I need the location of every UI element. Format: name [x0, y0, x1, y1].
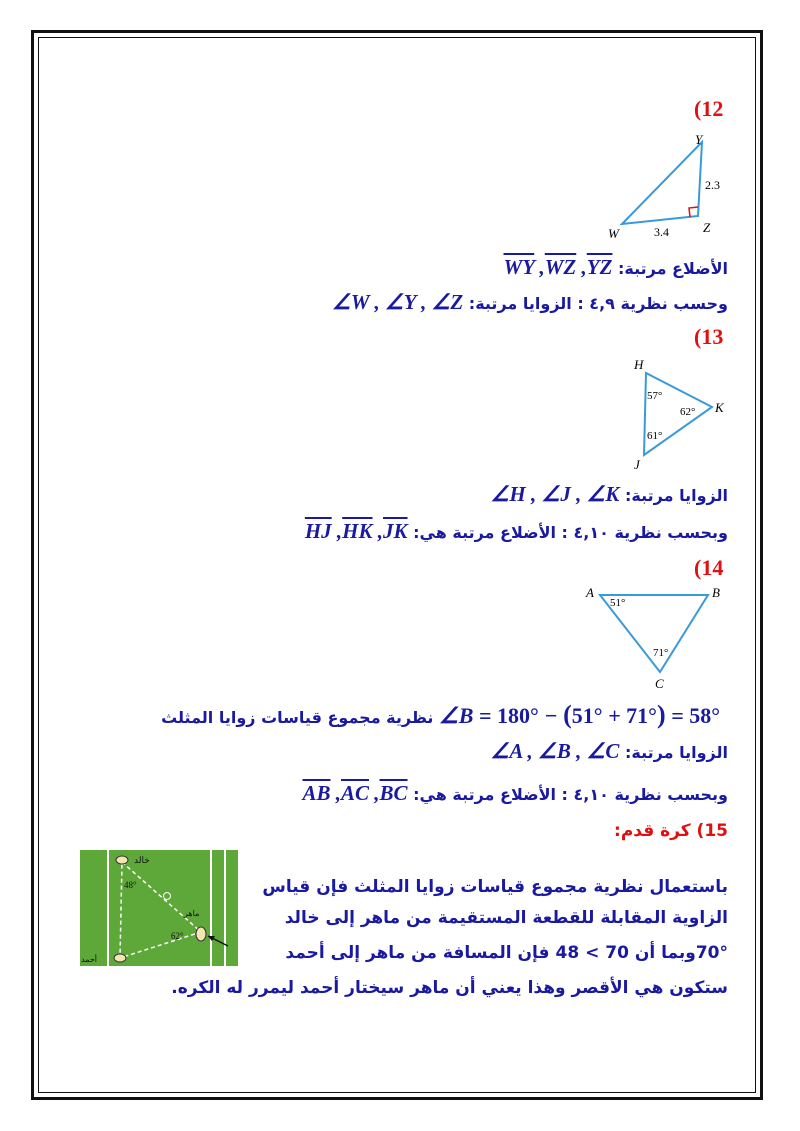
- side-wy: $\overline{WY}$: [503, 255, 535, 279]
- p12-angles-row: [332, 290, 728, 315]
- angle-z: ∠Z: [431, 290, 464, 314]
- vertex-a-label: A: [586, 585, 594, 600]
- player-khalid-label: خالد: [134, 855, 150, 865]
- p13-angles-list: ∠H , ∠J , ∠K: [490, 482, 620, 506]
- side-ac: $\overline{AC}$: [341, 781, 370, 805]
- p12-sides-list: $\overline{WY}$ $,\overline{WZ}$ $,\overline{YZ}$: [503, 255, 613, 279]
- p12-sides-label: الأضلاع مرتبة:: [617, 259, 728, 278]
- side-yz: $\overline{YZ}$: [586, 255, 613, 279]
- vertex-y-label: Y: [695, 132, 703, 147]
- player-maher-label: ماهر: [184, 909, 200, 918]
- angle-c: ∠C: [586, 739, 620, 763]
- angle-48-label: 48°: [124, 880, 137, 890]
- player-ahmed-icon: [114, 954, 126, 962]
- p14-angles-label: الزوايا مرتبة:: [625, 743, 728, 762]
- formula-angle-b: ∠B: [439, 703, 474, 728]
- vertex-z-label: Z: [703, 220, 711, 235]
- p15-line-1: باستعمال نظرية مجموع قياسات زوايا المثلث فإن قياس: [262, 877, 728, 897]
- p14-sides-row: [302, 781, 728, 806]
- angle-y: ∠Y: [384, 290, 416, 314]
- p14-formula-label: نظرية مجموع قياسات زوايا المثلث: [161, 708, 434, 727]
- problem-13-number: (13: [694, 324, 724, 349]
- side-yz-length: 2.3: [705, 178, 720, 192]
- triangle-abc-figure: [578, 580, 738, 692]
- formula-total: 180°: [496, 703, 539, 728]
- field-background: [80, 850, 238, 966]
- soccer-field-figure: [80, 850, 238, 966]
- p13-sides-list: $\overline{HJ}$ $,\overline{HK}$ $,\overline{JK}$: [304, 519, 408, 543]
- p14-angles-list: ∠A , ∠B , ∠C: [490, 739, 620, 763]
- vertex-b-label: B: [712, 585, 720, 600]
- side-hk: $\overline{HK}$: [342, 519, 373, 543]
- triangle-wyz-figure: [600, 128, 740, 243]
- angle-a: ∠A: [490, 739, 523, 763]
- side-ab: $\overline{AB}$: [302, 781, 331, 805]
- side-wz-length: 3.4: [654, 225, 669, 239]
- triangle-hjk: [644, 373, 712, 455]
- p12-angles-list: ∠W , ∠Y , ∠Z: [332, 290, 464, 314]
- side-hj: $\overline{HJ}$: [304, 519, 332, 543]
- player-maher-icon: [196, 927, 206, 941]
- angle-k: ∠K: [586, 482, 620, 506]
- angle-j: ∠J: [541, 482, 571, 506]
- p13-sides-row: [305, 519, 728, 544]
- p13-sides-label: وبحسب نظرية ٤,١٠ : الأضلاع مرتبة هي:: [413, 523, 728, 542]
- p13-angles-row: [491, 482, 728, 507]
- angle-h-measure: 57°: [647, 390, 663, 402]
- side-jk: $\overline{JK}$: [383, 519, 408, 543]
- player-khalid-icon: [116, 856, 128, 864]
- player-ahmed-label: أحمد: [81, 955, 97, 964]
- formula-angle-c: 71°: [626, 703, 657, 728]
- p14-angles-row: [491, 739, 728, 764]
- angle-k-measure: 62°: [680, 406, 696, 418]
- side-wz: $\overline{WZ}$: [544, 255, 577, 279]
- formula-angle-a: 51°: [571, 703, 603, 728]
- angle-b: ∠B: [538, 739, 571, 763]
- triangle-hjk-figure: [628, 354, 743, 474]
- angle-w: ∠W: [332, 290, 370, 314]
- formula-result: 58°: [689, 703, 720, 728]
- vertex-j-label: J: [634, 457, 640, 472]
- p12-angles-label: وحسب نظرية ٤,٩ : الزوايا مرتبة:: [468, 294, 728, 313]
- problem-15-number: 15) كرة قدم:: [614, 821, 728, 841]
- vertex-w-label: W: [608, 226, 619, 241]
- angle-a-measure: 51°: [610, 597, 626, 609]
- angle-62-label: 62°: [171, 931, 184, 941]
- side-bc: $\overline{BC}$: [379, 781, 408, 805]
- p14-formula: ∠B = 180° − (51° + 71°) = 58°: [439, 700, 720, 729]
- angle-h: ∠H: [490, 482, 526, 506]
- vertex-k-label: K: [715, 400, 724, 415]
- p15-line-2: الزاوية المقابلة للقطعة المستقيمة من ماهر إلى خالد: [284, 908, 728, 928]
- p13-angles-label: الزوايا مرتبة:: [625, 486, 728, 505]
- p14-sides-list: $\overline{AB}$ $,\overline{AC}$ $,\overline{BC}$: [302, 781, 408, 805]
- vertex-h-label: H: [634, 357, 644, 372]
- p14-formula-row: [161, 700, 720, 730]
- p15-line-4: ستكون هي الأقصر وهذا يعني أن ماهر سيختار أحمد ليمرر له الكره.: [171, 978, 728, 998]
- problem-12-number: (12: [694, 96, 724, 121]
- p15-line-3: 70°وبما أن 70 > 48 فإن المسافة من ماهر إلى أحمد: [285, 943, 728, 963]
- p14-sides-label: وبحسب نظرية ٤,١٠ : الأضلاع مرتبة هي:: [413, 785, 728, 804]
- angle-c-measure: 71°: [653, 647, 669, 659]
- p12-sides-row: [504, 255, 728, 280]
- vertex-c-label: C: [655, 676, 664, 691]
- angle-j-measure: 61°: [647, 430, 663, 442]
- problem-14-number: (14: [694, 555, 724, 580]
